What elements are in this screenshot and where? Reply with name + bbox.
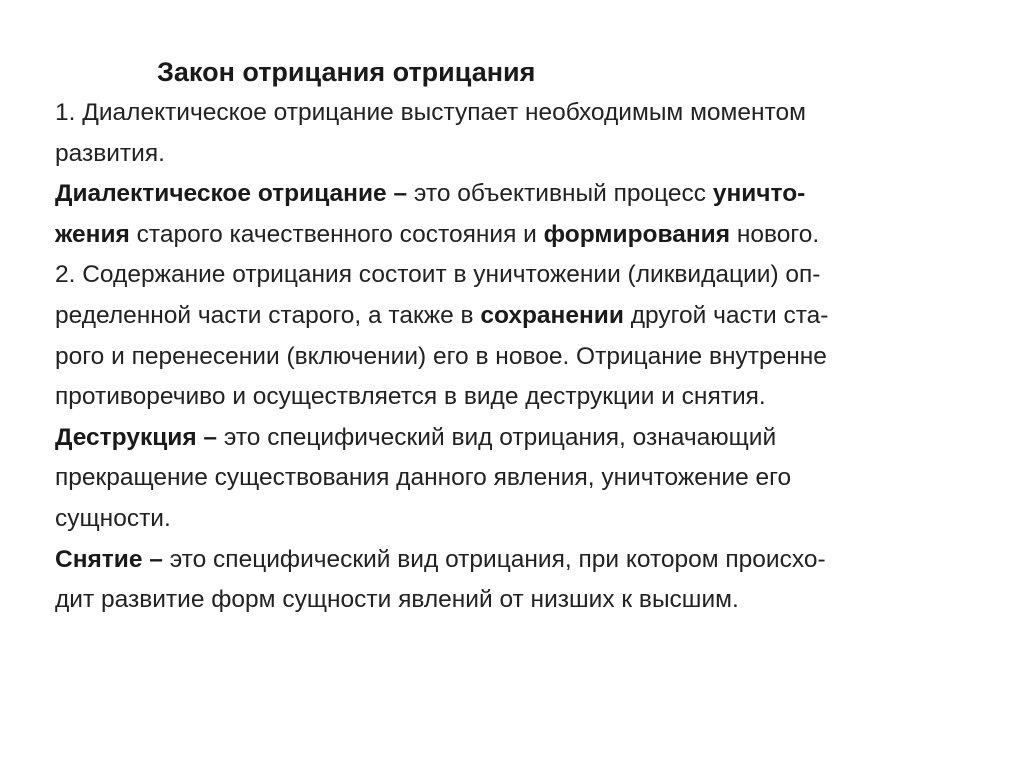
text-segment: противоречиво и осуществляется в виде деструкции и снятия. <box>55 383 766 411</box>
text-segment: развития. <box>55 139 165 167</box>
text-line <box>55 499 171 539</box>
text-line <box>55 215 819 255</box>
text-line <box>55 134 165 174</box>
bold-term: формирования <box>543 220 731 248</box>
text-segment: дит развитие форм сущности явлений от низших к высшим. <box>55 586 739 614</box>
text-line <box>55 255 820 295</box>
text-line <box>55 93 806 133</box>
text-segment: старого качественного состояния и <box>129 220 544 248</box>
text-segment: нового. <box>730 220 820 248</box>
bold-term: жения <box>55 220 130 248</box>
bold-term: Диалектическое отрицание – <box>55 180 408 208</box>
bold-term: Деструкция – <box>55 423 218 451</box>
text-segment: это специфический вид отрицания, при котором происхо- <box>162 545 826 573</box>
text-segment: другой части ста- <box>623 302 829 329</box>
bold-term: уничто- <box>712 180 806 208</box>
text-line <box>55 337 827 377</box>
text-line <box>55 418 776 458</box>
text-segment: прекращение существования данного явления, уничтожение его <box>55 464 792 492</box>
slide-title: Закон отрицания отрицания <box>157 57 536 87</box>
text-line <box>55 580 739 620</box>
bold-term: сохранении <box>480 302 624 329</box>
text-line <box>55 458 791 498</box>
bold-term: Снятие – <box>55 545 163 573</box>
text-segment: это специфический вид отрицания, означающий <box>217 423 777 451</box>
text-line <box>55 377 766 417</box>
text-segment: сущности. <box>55 505 171 532</box>
text-line <box>55 296 828 336</box>
text-segment: 2. Содержание отрицания состоит в уничтожении (ликвидации) оп- <box>55 261 821 289</box>
text-segment: 1. Диалектическое отрицание выступает необходимым моментом <box>55 99 806 126</box>
text-segment: это объективный процесс <box>407 180 713 208</box>
text-line <box>55 174 805 214</box>
text-segment: ределенной части старого, а также в <box>55 302 481 329</box>
text-segment: рого и перенесении (включении) его в новое. Отрицание внутренне <box>55 342 827 370</box>
text-line <box>55 540 826 580</box>
